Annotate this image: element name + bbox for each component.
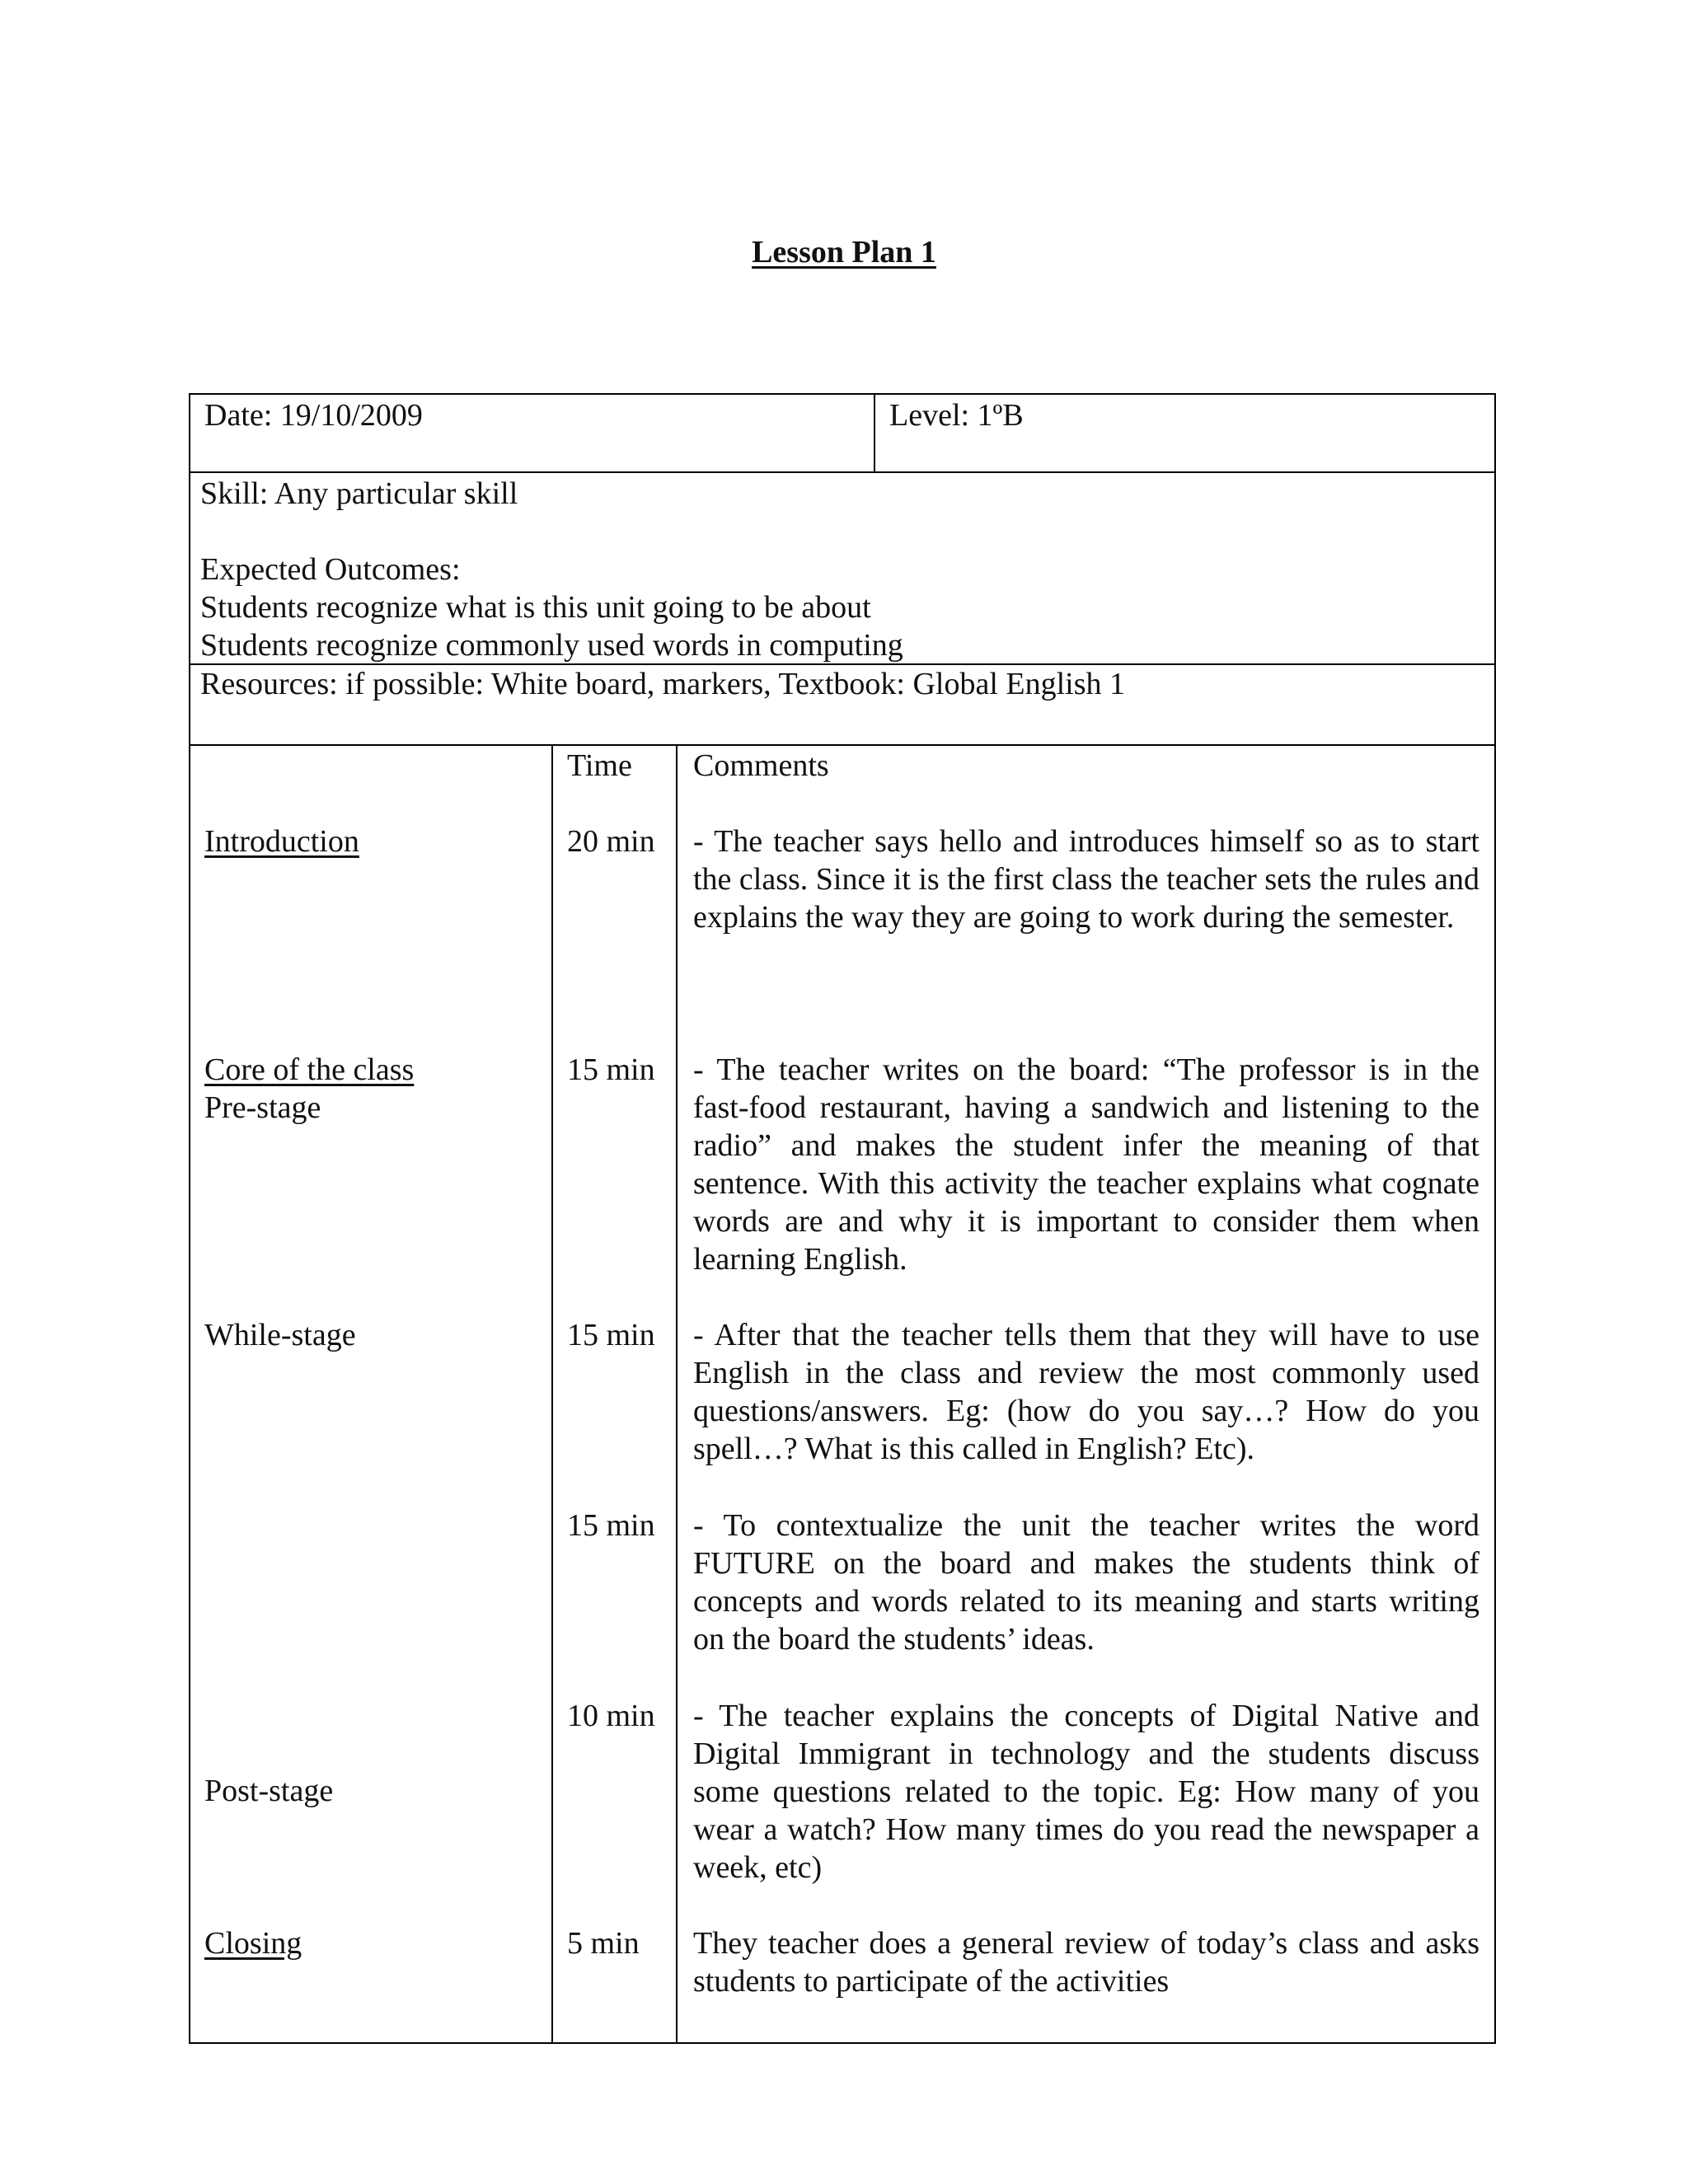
expected-outcome-item: Students recognize commonly used words in computing	[200, 628, 903, 663]
time-cell: 15 min	[567, 1052, 655, 1087]
table-border-left	[189, 393, 190, 2044]
page-title: Lesson Plan 1	[752, 235, 936, 269]
divider-header	[874, 393, 875, 473]
comment-cell: - The teacher writes on the board: “The professor is in the fast-food restaurant, having a sandwich and listening to the radio” and makes the student infer the meaning of that sentence. With this activity the teacher explains what cognate words are and why it is important to consider them when learning English.	[693, 1052, 1479, 1277]
stage-post: Post-stage	[204, 1774, 334, 1808]
time-cell: 20 min	[567, 824, 655, 859]
stage-pre: Pre-stage	[204, 1090, 321, 1125]
comment-cell: - To contextualize the unit the teacher writes the word FUTURE on the board and makes the students think of concepts and words related to its meaning and starts writing on the board the students’ ideas.	[693, 1508, 1479, 1657]
table-border-right	[1494, 393, 1496, 2044]
resources-field: Resources: if possible: White board, markers, Textbook: Global English 1	[200, 667, 1126, 701]
table-border-bottom	[189, 2042, 1496, 2044]
date-field: Date: 19/10/2009	[204, 398, 423, 433]
skill-field: Skill: Any particular skill	[200, 476, 518, 511]
stage-while: While-stage	[204, 1318, 356, 1352]
comment-cell: - After that the teacher tells them that they will have to use English in the class and review the most commonly used questions/answers. Eg: (how do you say…? How do you spell…? What is this called in English? Etc).	[693, 1318, 1479, 1466]
expected-outcomes-heading: Expected Outcomes:	[200, 552, 461, 587]
time-cell: 5 min	[567, 1926, 640, 1961]
divider-row-1	[189, 471, 1496, 473]
stage-core: Core of the class	[204, 1052, 415, 1087]
time-cell: 10 min	[567, 1699, 655, 1733]
comment-cell: They teacher does a general review of today’s class and asks students to participate of the activities	[693, 1926, 1479, 1999]
comment-cell: - The teacher says hello and introduces himself so as to start the class. Since it is the first class the teacher sets the rules and explains the way they are going to work during the semester.	[693, 824, 1479, 935]
divider-stage-time	[551, 744, 553, 2044]
comment-cell: - The teacher explains the concepts of Digital Native and Digital Immigrant in technology and the students discuss some questions related to the topic. Eg: How many of you wear a watch? How many times do you read the newspaper a week, etc)	[693, 1699, 1479, 1885]
level-field: Level: 1ºB	[889, 398, 1024, 433]
stage-closing: Closing	[204, 1926, 302, 1961]
divider-time-comments	[676, 744, 678, 2044]
time-cell: 15 min	[567, 1508, 655, 1543]
stage-introduction: Introduction	[204, 824, 359, 859]
time-cell: 15 min	[567, 1318, 655, 1352]
comments-column-header: Comments	[693, 748, 829, 783]
divider-row-3	[189, 744, 1496, 746]
time-column-header: Time	[567, 748, 632, 783]
expected-outcome-item: Students recognize what is this unit going to be about	[200, 590, 871, 625]
table-border-top	[189, 393, 1496, 395]
